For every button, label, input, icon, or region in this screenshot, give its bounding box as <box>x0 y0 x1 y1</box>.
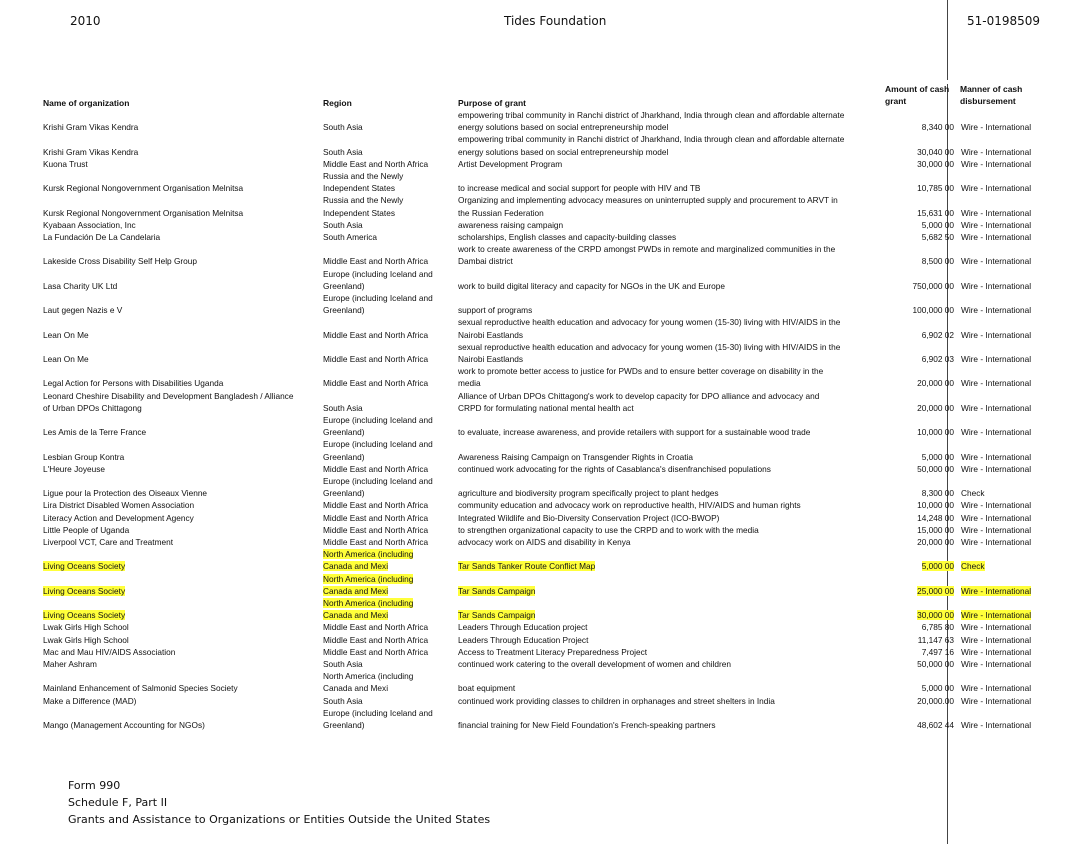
region: South Asia <box>323 146 363 157</box>
org-name: L'Heure Joyeuse <box>43 463 106 474</box>
disbursement-method: Wire - International <box>961 378 1032 389</box>
org-name: Krishi Gram Vikas Kendra <box>43 146 139 157</box>
disbursement-method: Wire - International <box>961 427 1032 438</box>
col-header-amount-line2: grant <box>885 96 907 106</box>
grant-amount: 30,040 00 <box>917 146 954 157</box>
org-name: Liverpool VCT, Care and Treatment <box>43 537 174 547</box>
grant-amount: 10,000 00 <box>917 427 954 438</box>
purpose: media <box>458 378 481 389</box>
footer-form: Form 990 <box>68 779 121 792</box>
grant-amount: 100,000 00 <box>912 305 954 316</box>
region: Middle East and North Africa <box>323 463 429 474</box>
region: Greenland) <box>323 427 365 438</box>
purpose: to strengthen organizational capacity to use the CRPD and to work with the media <box>458 524 759 535</box>
region: Canada and Mexi <box>323 610 389 621</box>
org-name: of Urban DPOs Chittagong <box>43 402 142 413</box>
region: Middle East and North Africa <box>323 622 429 633</box>
col-header-amount-line1: Amount of cash <box>885 84 950 94</box>
grant-amount: 50,000 00 <box>917 463 954 474</box>
region: Greenland) <box>323 720 365 730</box>
purpose: scholarships, English classes and capacity-building classes <box>458 232 677 242</box>
org-name: Laut gegen Nazis e V <box>43 305 123 316</box>
region: Greenland) <box>323 305 365 316</box>
grant-amount: 5,000 00 <box>921 219 954 230</box>
purpose: awareness raising campaign <box>458 219 564 230</box>
grant-amount: 10,785 00 <box>917 183 954 194</box>
grant-amount: 5,682 50 <box>921 232 954 242</box>
region: Middle East and North Africa <box>323 646 429 657</box>
purpose: Nairobi Eastlands <box>458 329 524 340</box>
purpose: Artist Development Program <box>458 158 563 169</box>
purpose: energy solutions based on social entrepreneurship model <box>458 122 669 133</box>
disbursement-method: Wire - International <box>961 695 1032 706</box>
grant-amount: 8,300 00 <box>921 488 954 499</box>
region: Europe (including Iceland and <box>323 415 433 425</box>
disbursement-method: Wire - International <box>961 158 1032 169</box>
grant-amount: 20,000 00 <box>917 537 954 547</box>
purpose: Awareness Raising Campaign on Transgender Rights in Croatia <box>458 451 694 462</box>
disbursement-method: Wire - International <box>961 402 1032 413</box>
org-name: Lesbian Group Kontra <box>43 451 125 462</box>
col-header-manner-line1: Manner of cash <box>960 84 1023 94</box>
grant-amount: 14,248 00 <box>917 512 954 523</box>
org-name: Mango (Management Accounting for NGOs) <box>43 720 205 730</box>
disbursement-method: Wire - International <box>961 683 1032 694</box>
disbursement-method: Wire - International <box>961 500 1032 511</box>
disbursement-method: Wire - International <box>961 305 1032 316</box>
disbursement-method: Wire - International <box>961 585 1032 596</box>
org-name: Kyabaan Association, Inc <box>43 219 136 230</box>
disbursement-method: Wire - International <box>961 463 1032 474</box>
purpose: community education and advocacy work on reproductive health, HIV/AIDS and human rights <box>458 500 801 511</box>
purpose: continued work advocating for the rights of Casablanca's disenfranchised populations <box>458 463 771 474</box>
grant-amount: 10,000 00 <box>917 500 954 511</box>
disbursement-method: Wire - International <box>961 720 1032 730</box>
region: Middle East and North Africa <box>323 634 429 645</box>
disbursement-method: Wire - International <box>961 232 1032 242</box>
region: Canada and Mexi <box>323 585 389 596</box>
disbursement-method: Wire - International <box>961 512 1032 523</box>
region: Europe (including Iceland and <box>323 293 433 303</box>
purpose: Leaders Through Education Project <box>458 634 589 645</box>
disbursement-method: Wire - International <box>961 646 1032 657</box>
org-name: Lakeside Cross Disability Self Help Group <box>43 256 198 267</box>
purpose: support of programs <box>458 305 533 316</box>
tax-year: 2010 <box>70 14 101 28</box>
region: Middle East and North Africa <box>323 378 429 389</box>
region: Middle East and North Africa <box>323 256 429 267</box>
purpose: to increase medical and social support for people with HIV and TB <box>458 183 701 194</box>
purpose: sexual reproductive health education and advocacy for young women (15-30) living with HIV/AIDS in the <box>458 341 841 352</box>
purpose: boat equipment <box>458 683 516 694</box>
region: Middle East and North Africa <box>323 158 429 169</box>
org-name: Lasa Charity UK Ltd <box>43 280 118 291</box>
region: North America (including <box>323 573 414 584</box>
grant-amount: 8,340 00 <box>921 122 954 133</box>
org-name: Lira District Disabled Women Association <box>43 500 195 511</box>
footer-description: Grants and Assistance to Organizations or Entities Outside the United States <box>68 813 491 826</box>
region: Russia and the Newly <box>323 195 404 206</box>
region: Canada and Mexi <box>323 683 389 694</box>
grant-amount: 20,000 00 <box>917 402 954 413</box>
disbursement-method: Wire - International <box>961 659 1032 669</box>
region: Middle East and North Africa <box>323 512 429 523</box>
purpose: the Russian Federation <box>458 207 544 218</box>
region: North America (including <box>323 549 414 560</box>
region: Middle East and North Africa <box>323 500 429 511</box>
org-name: Living Oceans Society <box>43 561 126 572</box>
disbursement-method: Wire - International <box>961 622 1032 633</box>
disbursement-method: Wire - International <box>961 451 1032 462</box>
disbursement-method: Wire - International <box>961 146 1032 157</box>
region: South Asia <box>323 219 363 230</box>
region: North America (including <box>323 671 414 682</box>
disbursement-method: Wire - International <box>961 354 1032 364</box>
grant-amount: 6,902 02 <box>921 329 954 340</box>
purpose: Integrated Wildlife and Bio-Diversity Conservation Project (ICO-BWOP) <box>458 512 720 523</box>
org-name: Living Oceans Society <box>43 585 126 596</box>
disbursement-method: Wire - International <box>961 524 1032 535</box>
purpose: work to create awareness of the CRPD amongst PWDs in remote and marginalized communities in the <box>458 244 836 255</box>
col-header-amount <box>885 83 949 107</box>
org-name: Maher Ashram <box>43 659 97 669</box>
region: Independent States <box>323 207 395 218</box>
purpose: CRPD for formulating national mental health act <box>458 402 634 413</box>
region: Middle East and North Africa <box>323 329 429 340</box>
org-name: Kursk Regional Nongovernment Organisation Melnitsa <box>43 207 244 218</box>
org-name: Ligue pour la Protection des Oiseaux Vienne <box>43 488 208 499</box>
org-name: Little People of Uganda <box>43 524 130 535</box>
purpose: energy solutions based on social entrepreneurship model <box>458 146 669 157</box>
grant-amount: 20,000.00 <box>917 695 954 706</box>
disbursement-method: Wire - International <box>961 537 1032 547</box>
region: South Asia <box>323 659 363 669</box>
grant-amount: 30,000 00 <box>917 158 954 169</box>
org-name: Living Oceans Society <box>43 610 126 621</box>
purpose: financial training for New Field Foundation's French-speaking partners <box>458 720 716 730</box>
purpose: empowering tribal community in Ranchi district of Jharkhand, India through clean and affordable alternate <box>458 110 845 120</box>
disbursement-method: Check <box>961 561 985 572</box>
grant-amount: 5,000 00 <box>921 683 954 694</box>
purpose: continued work providing classes to children in orphanages and street shelters in India <box>458 695 775 706</box>
purpose: agriculture and biodiversity program specifically project to plant hedges <box>458 488 719 499</box>
grant-amount: 5,000 00 <box>921 561 954 572</box>
region: South Asia <box>323 695 363 706</box>
region: Independent States <box>323 183 395 194</box>
region: South Asia <box>323 402 363 413</box>
purpose: work to build digital literacy and capacity for NGOs in the UK and Europe <box>458 280 726 291</box>
org-name: Literacy Action and Development Agency <box>43 512 194 523</box>
grant-amount: 11,147 63 <box>917 634 954 645</box>
purpose: advocacy work on AIDS and disability in Kenya <box>458 537 631 547</box>
org-name: Krishi Gram Vikas Kendra <box>43 122 139 133</box>
grant-amount: 30,000 00 <box>917 610 954 621</box>
region: Canada and Mexi <box>323 561 389 572</box>
purpose: work to promote better access to justice for PWDs and to ensure better coverage on disability in the <box>458 366 824 377</box>
grant-amount: 50,000 00 <box>917 659 954 669</box>
org-name: Kuona Trust <box>43 158 88 169</box>
org-name: Lwak Girls High School <box>43 622 129 633</box>
purpose: Tar Sands Tanker Route Conflict Map <box>458 561 596 572</box>
region: Russia and the Newly <box>323 171 404 181</box>
purpose: Tar Sands Campaign <box>458 610 536 621</box>
purpose: Dambai district <box>458 256 513 267</box>
grant-amount: 20,000 00 <box>917 378 954 389</box>
col-header-name: Name of organization <box>43 98 130 108</box>
purpose: Alliance of Urban DPOs Chittagong's work to develop capacity for DPO alliance and advocacy and <box>458 390 820 401</box>
disbursement-method: Wire - International <box>961 183 1032 194</box>
org-name: Leonard Cheshire Disability and Development Bangladesh / Alliance <box>43 390 294 401</box>
region: Europe (including Iceland and <box>323 707 433 718</box>
grant-amount: 750,000 00 <box>912 280 954 291</box>
disbursement-method: Wire - International <box>961 329 1032 340</box>
grant-amount: 7,497 16 <box>921 646 954 657</box>
col-header-purpose: Purpose of grant <box>458 98 527 108</box>
disbursement-method: Wire - International <box>961 280 1032 291</box>
grant-amount: 48,602 44 <box>917 720 954 730</box>
purpose: empowering tribal community in Ranchi district of Jharkhand, India through clean and affordable alternate <box>458 134 845 145</box>
region: South Asia <box>323 122 363 133</box>
grant-amount: 6,902 03 <box>921 354 954 364</box>
col-header-region: Region <box>323 98 352 108</box>
purpose: Access to Treatment Literacy Preparedness Project <box>458 646 648 657</box>
grant-amount: 25,000 00 <box>917 585 954 596</box>
disbursement-method: Wire - International <box>961 634 1032 645</box>
purpose: Nairobi Eastlands <box>458 354 524 364</box>
org-name: Mainland Enhancement of Salmonid Species Society <box>43 683 238 694</box>
region: Europe (including Iceland and <box>323 476 433 486</box>
region: Greenland) <box>323 451 365 462</box>
region: Middle East and North Africa <box>323 537 429 547</box>
region: Greenland) <box>323 488 365 499</box>
column-divider <box>947 0 948 80</box>
grant-amount: 15,631 00 <box>917 207 954 218</box>
col-header-manner <box>960 83 1022 107</box>
purpose: to evaluate, increase awareness, and provide retailers with support for a sustainable wood trade <box>458 427 811 438</box>
organization-title: Tides Foundation <box>504 14 607 28</box>
region: Europe (including Iceland and <box>323 439 433 450</box>
region: North America (including <box>323 598 414 608</box>
col-header-manner-line2: disbursement <box>960 96 1016 106</box>
purpose: Tar Sands Campaign <box>458 585 536 596</box>
disbursement-method: Wire - International <box>961 207 1032 218</box>
purpose: continued work catering to the overall development of women and children <box>458 659 732 669</box>
org-name: La Fundación De La Candelaria <box>43 232 161 242</box>
region: Europe (including Iceland and <box>323 268 433 279</box>
org-name: Kursk Regional Nongovernment Organisation Melnitsa <box>43 183 244 194</box>
purpose: Organizing and implementing advocacy measures on uninterrupted supply and procurement to ARVT in <box>458 195 838 206</box>
grant-amount: 8,500 00 <box>921 256 954 267</box>
org-name: Lean On Me <box>43 354 89 364</box>
org-name: Mac and Mau HIV/AIDS Association <box>43 646 176 657</box>
org-name: Les Amis de la Terre France <box>43 427 147 438</box>
disbursement-method: Wire - International <box>961 610 1032 621</box>
org-name: Lean On Me <box>43 329 89 340</box>
disbursement-method: Wire - International <box>961 256 1032 267</box>
grant-amount: 6,785 80 <box>921 622 954 633</box>
purpose: sexual reproductive health education and advocacy for young women (15-30) living with HIV/AIDS in the <box>458 317 841 328</box>
org-name: Legal Action for Persons with Disabilities Uganda <box>43 378 224 389</box>
grant-amount: 15,000 00 <box>917 524 954 535</box>
ein-number: 51-0198509 <box>967 14 1041 28</box>
disbursement-method: Wire - International <box>961 122 1032 133</box>
org-name: Lwak Girls High School <box>43 634 129 645</box>
region: Middle East and North Africa <box>323 354 429 364</box>
purpose: Leaders Through Education project <box>458 622 588 633</box>
disbursement-method: Check <box>961 488 985 499</box>
region: Greenland) <box>323 280 365 291</box>
region: South America <box>323 232 377 242</box>
region: Middle East and North Africa <box>323 524 429 535</box>
footer-schedule: Schedule F, Part II <box>68 796 168 809</box>
disbursement-method: Wire - International <box>961 219 1032 230</box>
org-name: Make a Difference (MAD) <box>43 695 137 706</box>
grant-amount: 5,000 00 <box>921 451 954 462</box>
